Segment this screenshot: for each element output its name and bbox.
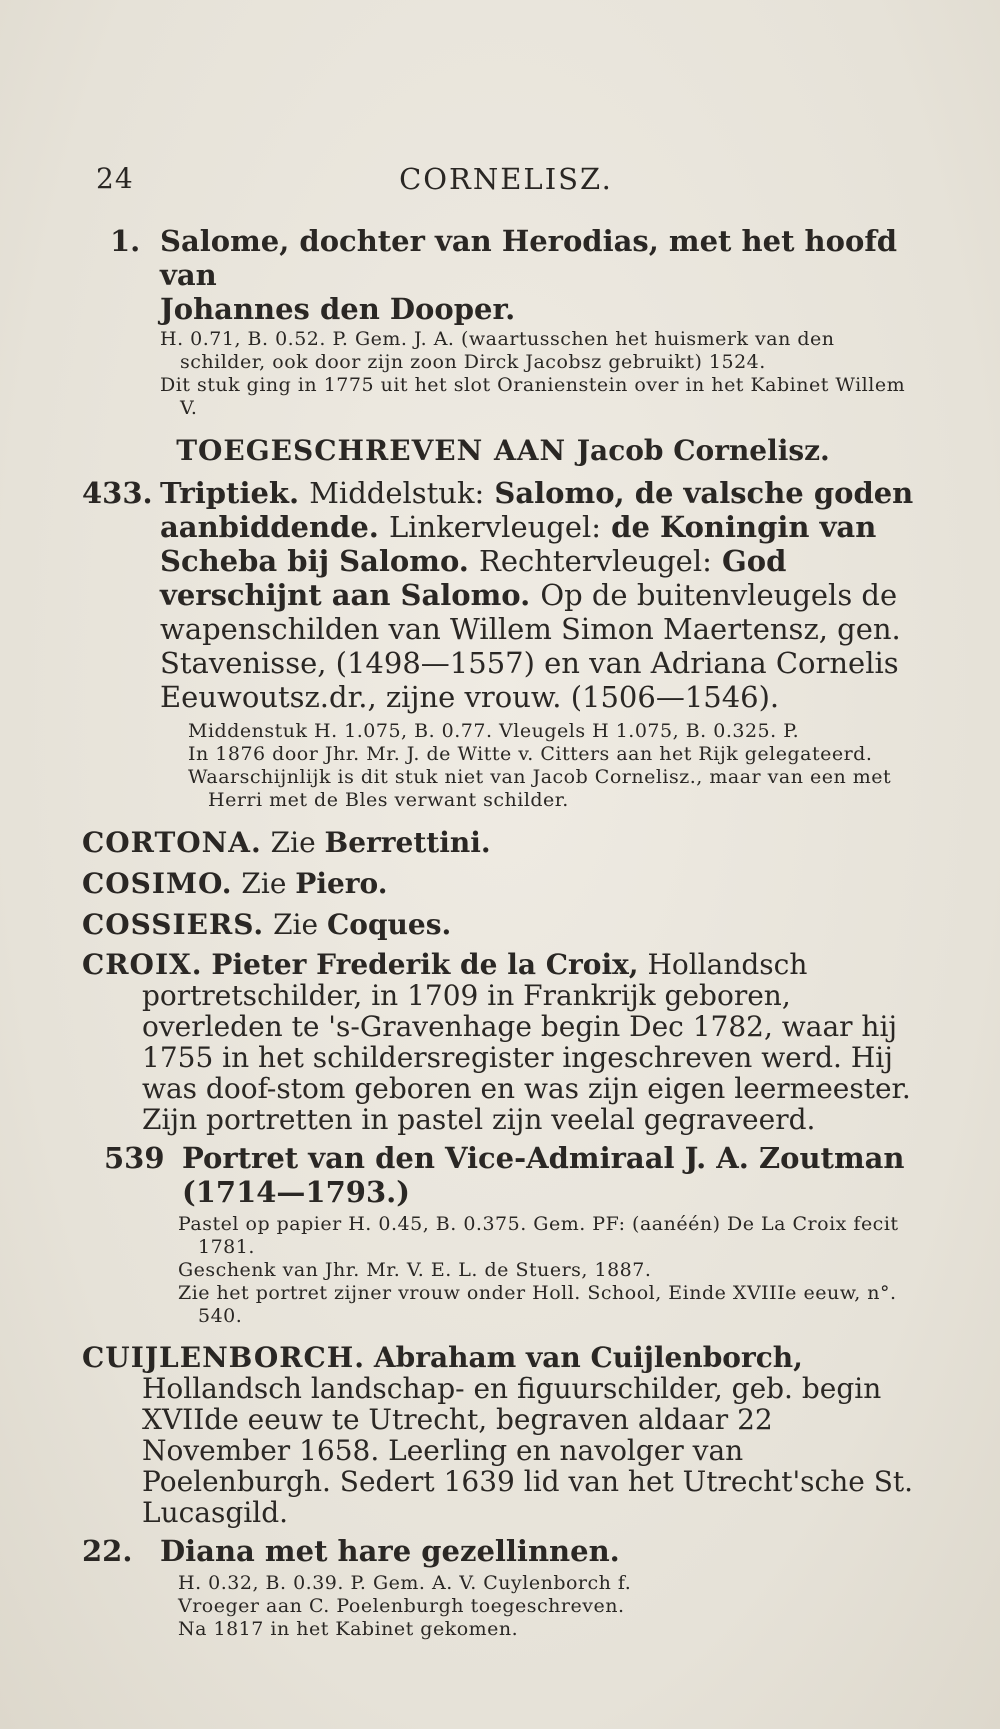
detail-line: Na 1817 in het Kabinet gekomen.	[178, 1618, 519, 1640]
detail-line: Pastel op papier H. 0.45, B. 0.375. Gem. PF: (aanéén) De La Croix fecit 1781.	[178, 1213, 899, 1258]
artist-bio: Hollandsch landschap- en figuurschilder, geb. begin XVIIde eeuw te Utrecht, begraven aldaar 22 November 1658. Leerling en navolger van Poelenburgh. Sedert 1639 lid van het Utrecht'sche St. Lucasgild.	[142, 1372, 914, 1529]
section-title-toegeschreven	[82, 434, 924, 468]
xref-name: CORTONA.	[82, 826, 262, 859]
artist-entry-cuijlenborch	[82, 1342, 924, 1528]
detail-line: Dit stuk ging in 1775 uit het slot Oranienstein over in het Kabinet Willem V.	[160, 374, 906, 419]
entry-text: Middelstuk:	[309, 476, 485, 510]
xref-name: COSIMO.	[82, 867, 233, 900]
entry-title-text: Triptiek.	[160, 476, 300, 510]
entry-details	[110, 328, 924, 420]
entry-bold-text: de Koningin van Scheba bij Salomo.	[160, 510, 877, 578]
catalogue-entry-433	[82, 476, 924, 812]
detail-line: Geschenk van Jhr. Mr. V. E. L. de Stuers, 1887.	[178, 1259, 652, 1281]
artist-name: CROIX.	[82, 948, 203, 981]
entry-bold-text: God verschijnt aan Salomo.	[160, 544, 787, 612]
entry-title-text: Diana met hare gezellinnen.	[160, 1534, 620, 1568]
artist-bio: Hollandsch portretschilder, in 1709 in Frankrijk geboren, overleden te 's-Gravenhage begin Dec 1782, waar hij 1755 in het schildersregister ingeschreven werd. Hij was doof-stom geboren en was zijn eigen leermeester. Zijn portretten in pastel zijn veelal gegraveerd.	[142, 948, 911, 1136]
entry-number: 1.	[110, 224, 141, 258]
entry-text: Rechtervleugel:	[479, 544, 712, 578]
xref-cossiers	[82, 904, 924, 945]
entry-title	[82, 1141, 924, 1209]
xref-see: Zie	[273, 908, 319, 941]
xref-cortona	[82, 822, 924, 863]
entry-details	[82, 1213, 924, 1328]
entry-text: Op de buitenvleugels de wapenschilden van Willem Simon Maertensz, gen. Stavenisse, (1498—1557) en van Adriana Cornelis Eeuwoutsz.dr., zijne vrouw. (1506—1546).	[160, 578, 901, 714]
detail-line: Waarschijnlijk is dit stuk niet van Jacob Cornelisz., maar van een met Herri met de Bles verwant schilder.	[188, 766, 892, 811]
entry-text: Linkervleugel:	[388, 510, 602, 544]
xref-target: Piero.	[295, 867, 388, 900]
entry-number: 539	[104, 1141, 165, 1175]
running-title: CORNELISZ.	[399, 162, 613, 196]
xref-target: Berrettini.	[324, 826, 491, 859]
artist-fullname: Pieter Frederik de la Croix,	[211, 948, 639, 981]
catalogue-entry-1	[82, 224, 924, 420]
page-header	[96, 162, 916, 202]
artist-name: CUIJLENBORCH.	[82, 1341, 366, 1374]
artist-fullname: Abraham van Cuijlenborch,	[373, 1341, 803, 1374]
detail-line: Zie het portret zijner vrouw onder Holl. School, Einde XVIIIe eeuw, n°. 540.	[178, 1282, 897, 1327]
entry-title	[82, 1534, 924, 1568]
detail-line: Vroeger aan C. Poelenburgh toegeschreven.	[178, 1595, 625, 1617]
xref-target: Coques.	[326, 908, 452, 941]
artist-entry-croix	[82, 949, 924, 1135]
detail-line: In 1876 door Jhr. Mr. J. de Witte v. Citters aan het Rijk gelegateerd.	[188, 743, 873, 765]
entry-number: 22.	[82, 1534, 133, 1568]
entry-title-text: Portret van den Vice-Admiraal J. A. Zoutman (1714—1793.)	[182, 1141, 905, 1209]
page-number: 24	[96, 162, 134, 195]
section-name: Jacob Cornelisz.	[576, 434, 830, 467]
xref-see: Zie	[241, 867, 287, 900]
entry-title	[82, 476, 924, 714]
catalogue-entry-539	[82, 1141, 924, 1328]
detail-line: H. 0.32, B. 0.39. P. Gem. A. V. Cuylenborch f.	[178, 1572, 632, 1594]
detail-line: H. 0.71, B. 0.52. P. Gem. J. A. (waartusschen het huismerk van den schilder, ook door zijn zoon Dirck Jacobsz gebruikt) 1524.	[160, 328, 835, 373]
entry-details	[82, 720, 924, 812]
xref-see: Zie	[270, 826, 316, 859]
section-prefix: TOEGESCHREVEN AAN	[176, 434, 567, 467]
entry-details	[82, 1572, 924, 1641]
entry-title-line1: Salome, dochter van Herodias, met het hoofd van	[160, 224, 898, 292]
xref-cosimo	[82, 863, 924, 904]
entry-number: 433.	[82, 476, 153, 510]
entry-title	[110, 224, 924, 326]
xref-name: COSSIERS.	[82, 908, 265, 941]
entry-title-line2: Johannes den Dooper.	[160, 292, 516, 326]
detail-line: Middenstuk H. 1.075, B. 0.77. Vleugels H 1.075, B. 0.325. P.	[188, 720, 800, 742]
page-content	[82, 224, 924, 1641]
catalogue-entry-22	[82, 1534, 924, 1641]
entry-bold-text: Salomo, de valsche goden aanbiddende.	[160, 476, 914, 544]
